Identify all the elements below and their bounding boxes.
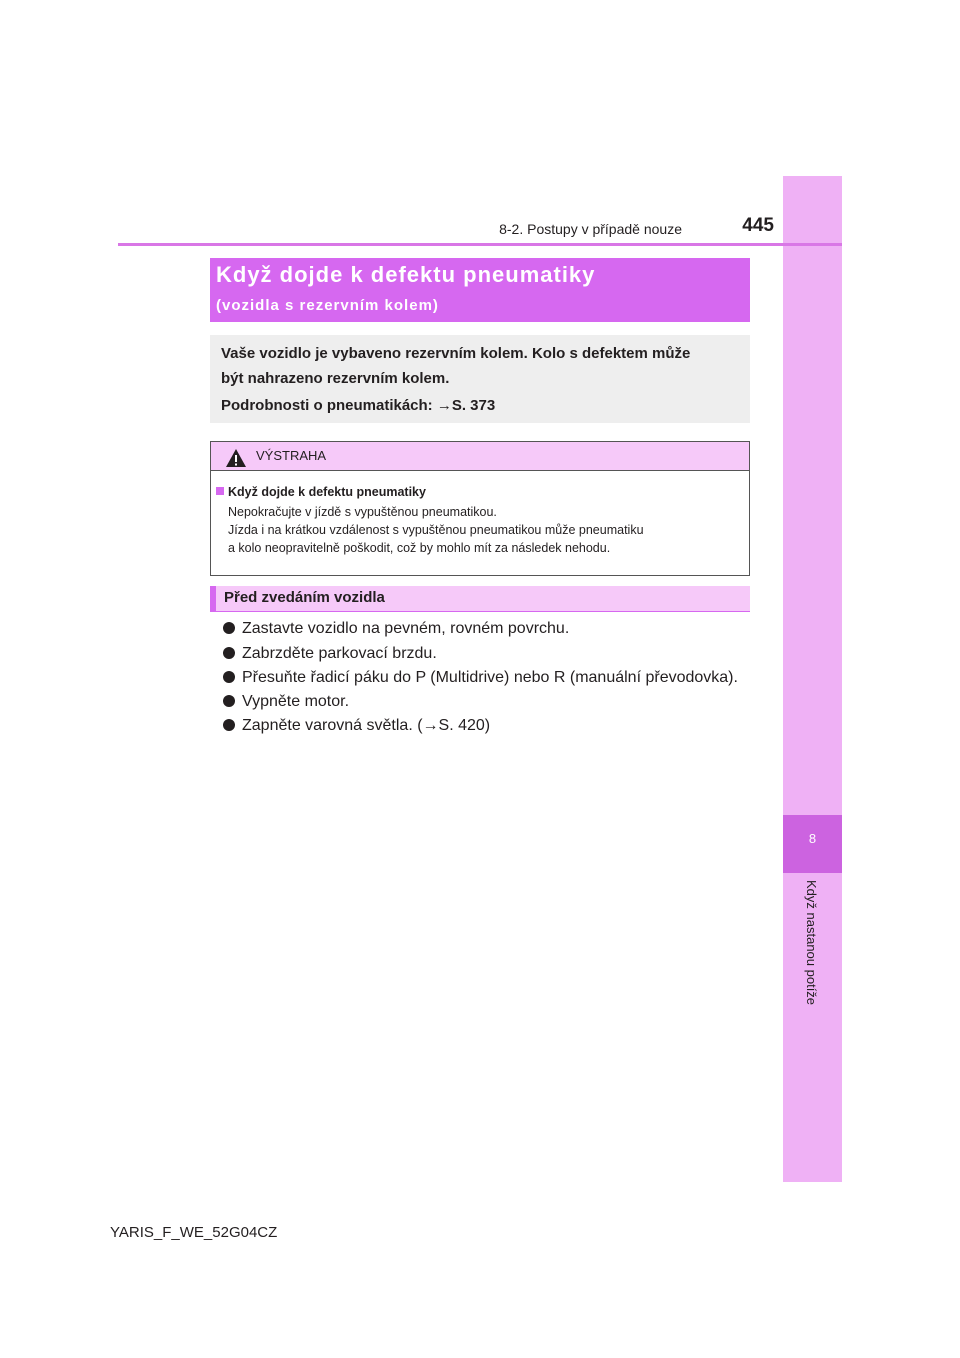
intro-line-2: být nahrazeno rezervním kolem. xyxy=(221,370,450,387)
page-subtitle: (vozidla s rezervním kolem) xyxy=(216,297,439,314)
warning-line-2: Jízda i na krátkou vzdálenost s vypuštěnou pneumatikou může pneumatiku xyxy=(228,523,644,537)
warning-line-1: Nepokračujte v jízdě s vypuštěnou pneumatikou. xyxy=(228,505,497,519)
document-code: YARIS_F_WE_52G04CZ xyxy=(110,1224,278,1241)
page-number: 445 xyxy=(742,215,774,236)
chapter-number: 8 xyxy=(783,815,842,873)
page-title: Když dojde k defektu pneumatiky xyxy=(216,262,596,287)
chapter-label: Když nastanou potíže xyxy=(804,880,819,1006)
section-heading-bar xyxy=(210,586,216,611)
warning-line-3: a kolo neopravitelně poškodit, což by mohlo mít za následek nehodu. xyxy=(228,541,611,555)
intro-line-1: Vaše vozidlo je vybaveno rezervním kolem. Kolo s defektem může xyxy=(221,345,691,362)
section-title: Před zvedáním vozidla xyxy=(224,589,385,606)
bullet-icon xyxy=(223,671,235,683)
intro-line-3: Podrobnosti o pneumatikách: →S. 373 xyxy=(221,397,496,414)
warning-title: VÝSTRAHA xyxy=(256,448,327,463)
list-item: Zabrzděte parkovací brzdu. xyxy=(223,645,437,663)
bullet-icon xyxy=(223,719,235,731)
square-bullet-icon xyxy=(216,487,224,495)
warning-heading: Když dojde k defektu pneumatiky xyxy=(216,485,426,499)
running-header-section: 8-2. Postupy v případě nouze xyxy=(499,221,682,237)
warning-triangle-icon xyxy=(225,448,247,468)
list-item: Zastavte vozidlo na pevném, rovném povrchu. xyxy=(223,620,569,638)
chapter-side-tab xyxy=(783,176,842,1182)
bullet-icon xyxy=(223,695,235,707)
list-item: Zapněte varovná světla. (→S. 420) xyxy=(223,717,490,735)
list-item: Vypněte motor. xyxy=(223,693,349,711)
bullet-icon xyxy=(223,647,235,659)
header-rule xyxy=(118,243,842,246)
list-item: Přesuňte řadicí páku do P (Multidrive) nebo R (manuální převodovka). xyxy=(223,669,738,687)
bullet-icon xyxy=(223,622,235,634)
